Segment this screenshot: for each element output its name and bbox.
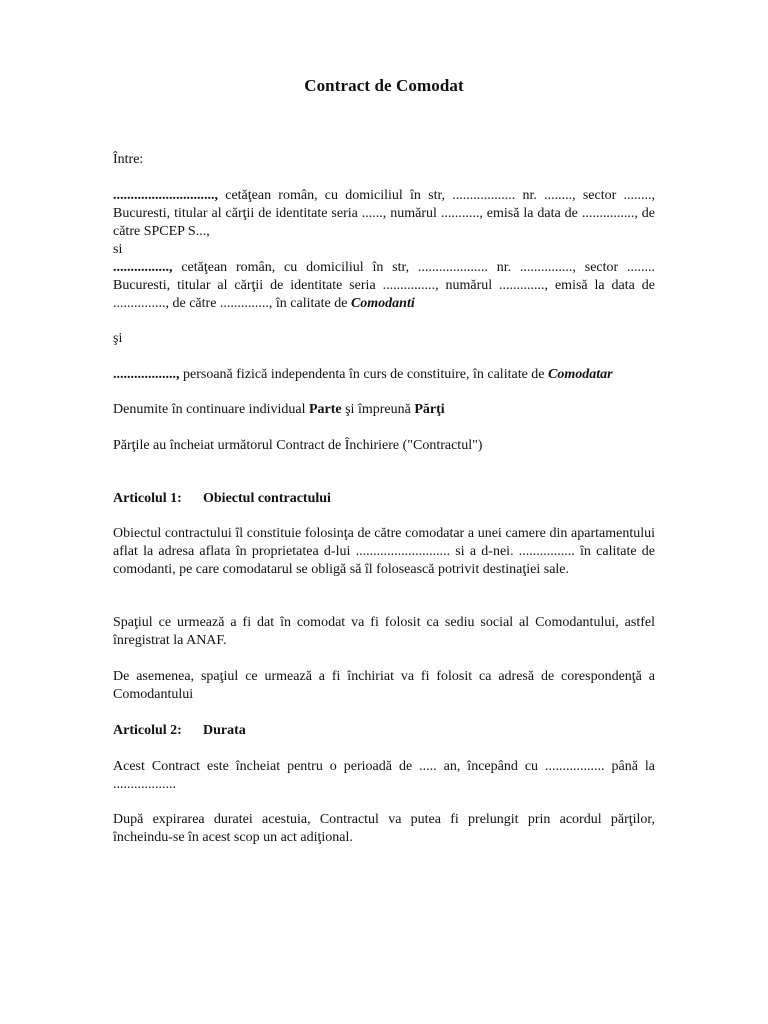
party-1-paragraph (113, 187, 655, 241)
article-2-heading (113, 722, 655, 740)
article-1-paragraph-1: Obiectul contractului îl constituie folosinţa de către comodatar a unei camere din apartamentului aflat la adresa aflata în proprietatea d-lui ........................... si a d-nei. ................ în calitate de comodanti, pe care comodatarul se obligă să îl folosească potrivit destinaţiei sale. (113, 526, 655, 577)
party-3-name: .................., (113, 367, 180, 382)
party-3-paragraph (113, 366, 655, 384)
conjunction-si-2: şi (113, 331, 123, 346)
parti-term: Părţi (414, 402, 445, 417)
party-1-name: ............................., (113, 188, 218, 203)
party-2-details: cetăţean român, cu domiciliul în str, .................... nr. ..............., sector ........ Bucuresti, titular al cărţii de identitate seria ..............., numărul ............., emisă la data de ..............., de către .............., în calitate de (113, 260, 655, 311)
article-1-paragraph-2: Spaţiul ce urmează a fi dat în comodat va fi folosit ca sediu social al Comodantului, astfel înregistrat la ANAF. (113, 615, 655, 648)
agreement-text: Părţile au încheiat următorul Contract de Închiriere ("Contractul") (113, 438, 483, 453)
article-2-number: Articolul 2: (113, 723, 182, 738)
article-1-paragraph-3: De asemenea, spaţiul ce urmează a fi închiriat va fi folosit ca adresă de corespondenţă a Comodantului (113, 669, 655, 702)
denumite-paragraph (113, 401, 655, 419)
denumite-mid: şi împreună (341, 402, 415, 417)
party-2-role: Comodanti (350, 296, 415, 311)
document-title: Contract de Comodat (304, 76, 464, 95)
intro-text: Între: (113, 152, 144, 167)
party-2-paragraph (113, 259, 655, 313)
article-1-number: Articolul 1: (113, 491, 182, 506)
party-3-details: persoană fizică independenta în curs de constituire, în calitate de (179, 367, 549, 382)
article-2-title: Durata (203, 723, 246, 738)
denumite-text: Denumite în continuare individual (113, 402, 309, 417)
party-1-details: cetăţean român, cu domiciliul în str, .................. nr. ........, sector ........, Bucuresti, titular al cărţii de identitate seria ......, numărul ..........., emisă la data de ..............., de către SPCEP S..., (113, 188, 655, 239)
party-2-name: ................, (113, 260, 173, 275)
conjunction-si: si (113, 242, 123, 257)
article-2-paragraph-2: După expirarea duratei acestuia, Contractul va putea fi prelungit prin acordul părţilor, încheindu-se în acest scop un act adiţional. (113, 812, 655, 845)
parte-term: Parte (308, 402, 342, 417)
article-2-paragraph-1: Acest Contract este încheiat pentru o perioadă de ..... an, începând cu ................. până la .................. (113, 759, 655, 792)
party-3-role: Comodatar (548, 367, 613, 382)
article-1-title: Obiectul contractului (203, 491, 331, 506)
article-1-heading (113, 490, 655, 508)
